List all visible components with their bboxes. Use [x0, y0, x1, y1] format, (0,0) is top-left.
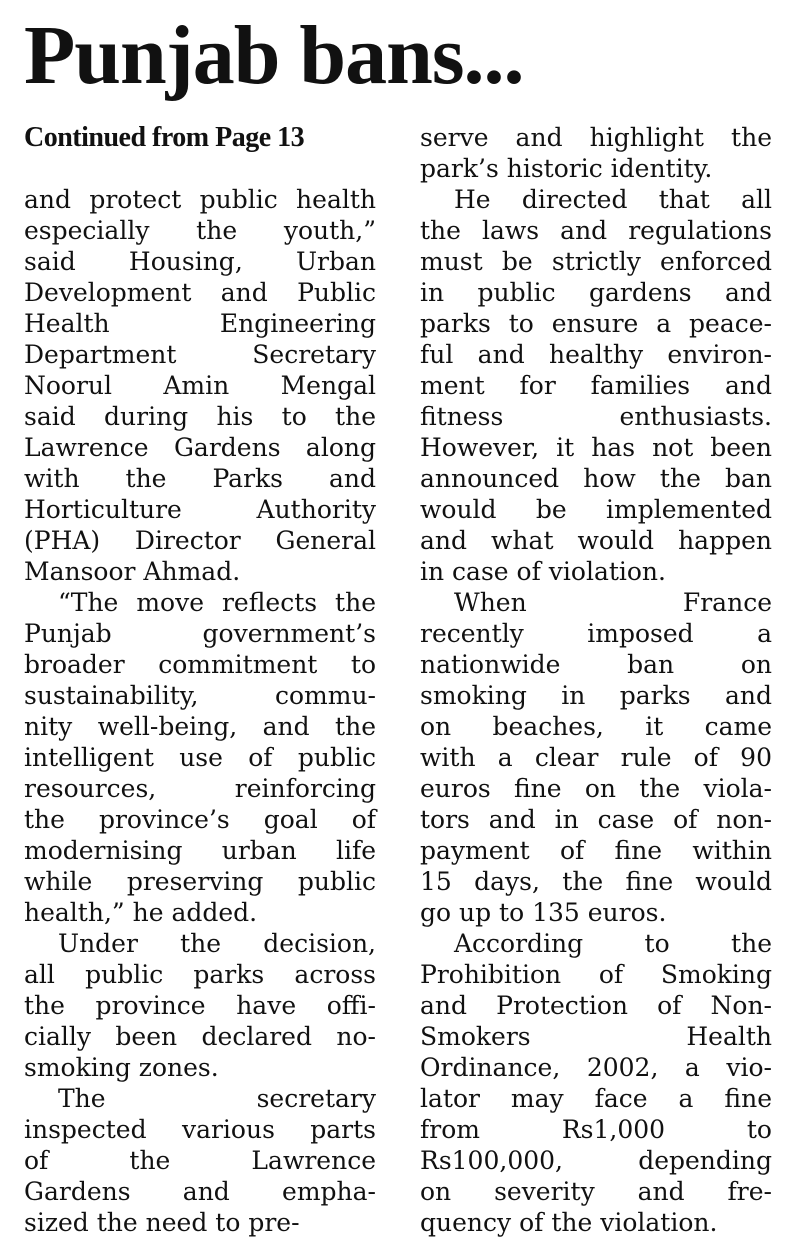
text-line: recently imposed a [420, 619, 772, 648]
text-line: Prohibition of Smoking [420, 960, 772, 989]
text-line: Gardens and empha- [24, 1177, 376, 1206]
text-line: Development and Public [24, 278, 376, 307]
text-line: Lawrence Gardens along [24, 433, 376, 462]
text-line: lator may face a fine [420, 1084, 772, 1113]
paragraph [420, 184, 772, 587]
text-line: smoking in parks and [420, 681, 772, 710]
left-column [24, 122, 376, 1238]
paragraph [420, 587, 772, 928]
text-line: Under the decision, [58, 929, 376, 958]
text-line: in public gardens and [420, 278, 772, 307]
text-line: said Housing, Urban [24, 247, 376, 276]
text-line: Noorul Amin Mengal [24, 371, 376, 400]
text-line: Ordinance, 2002, a vio- [420, 1053, 772, 1082]
text-line: The secretary [58, 1084, 376, 1113]
text-line: of the Lawrence [24, 1146, 376, 1175]
text-line: broader commitment to [24, 650, 376, 679]
text-line: smoking zones. [24, 1053, 219, 1082]
paragraph [420, 122, 772, 184]
text-line: with the Parks and [24, 464, 376, 493]
text-line: on beaches, it came [420, 712, 772, 741]
text-line: and protect public health [24, 185, 376, 214]
text-line: “The move reflects the [58, 588, 376, 617]
text-line: Punjab government’s [24, 619, 376, 648]
text-line: sustainability, commu- [24, 681, 376, 710]
paragraph [24, 928, 376, 1083]
text-line: modernising urban life [24, 836, 376, 865]
text-line: fitness enthusiasts. [420, 402, 772, 431]
text-line: tors and in case of non- [420, 805, 772, 834]
text-line: said during his to the [24, 402, 376, 431]
text-line: parks to ensure a peace- [420, 309, 772, 338]
text-line: in case of violation. [420, 557, 666, 586]
text-line: would be implemented [420, 495, 772, 524]
text-line: 15 days, the fine would [420, 867, 772, 896]
text-line: Smokers Health [420, 1022, 772, 1051]
text-line: nationwide ban on [420, 650, 772, 679]
text-line: while preserving public [24, 867, 376, 896]
paragraph [24, 184, 376, 587]
text-line: Rs100,000, depending [420, 1146, 772, 1175]
text-line: payment of fine within [420, 836, 772, 865]
text-line: especially the youth,” [24, 216, 376, 245]
text-line: on severity and fre- [420, 1177, 772, 1206]
text-line: When France [454, 588, 772, 617]
text-line: the laws and regulations [420, 216, 772, 245]
text-line: must be strictly enforced [420, 247, 772, 276]
text-line: He directed that all [454, 185, 772, 214]
text-line: nity well-being, and the [24, 712, 376, 741]
text-line: go up to 135 euros. [420, 898, 667, 927]
text-line: Health Engineering [24, 309, 376, 338]
text-line: quency of the violation. [420, 1208, 718, 1237]
text-line: health,” he added. [24, 898, 258, 927]
paragraph [420, 928, 772, 1238]
text-line: According to the [454, 929, 772, 958]
left-column-body [24, 184, 376, 1238]
text-line: serve and highlight the [420, 123, 772, 152]
text-line: intelligent use of public [24, 743, 376, 772]
text-line: However, it has not been [420, 433, 772, 462]
text-line: sized the need to pre- [24, 1208, 300, 1237]
continued-kicker: Continued from Page 13 [24, 122, 305, 153]
text-line: Mansoor Ahmad. [24, 557, 241, 586]
text-line: Department Secretary [24, 340, 376, 369]
text-line: and Protection of Non- [420, 991, 772, 1020]
paragraph [24, 1083, 376, 1238]
text-line: ment for families and [420, 371, 772, 400]
text-line: and what would happen [420, 526, 772, 555]
right-column-body [420, 122, 772, 1238]
text-line: announced how the ban [420, 464, 772, 493]
paragraph [24, 587, 376, 928]
text-line: the province have offi- [24, 991, 376, 1020]
text-line: euros fine on the viola- [420, 774, 772, 803]
text-line: Horticulture Authority [24, 495, 376, 524]
text-line: all public parks across [24, 960, 376, 989]
headline: Punjab bans... [24, 9, 524, 102]
text-line: cially been declared no- [24, 1022, 376, 1051]
text-line: resources, reinforcing [24, 774, 376, 803]
text-line: inspected various parts [24, 1115, 376, 1144]
text-line: (PHA) Director General [24, 526, 376, 555]
text-line: the province’s goal of [24, 805, 376, 834]
text-line: ful and healthy environ- [420, 340, 772, 369]
right-column [420, 122, 772, 1238]
text-line: park’s historic identity. [420, 154, 713, 183]
text-line: from Rs1,000 to [420, 1115, 772, 1144]
text-line: with a clear rule of 90 [420, 743, 772, 772]
